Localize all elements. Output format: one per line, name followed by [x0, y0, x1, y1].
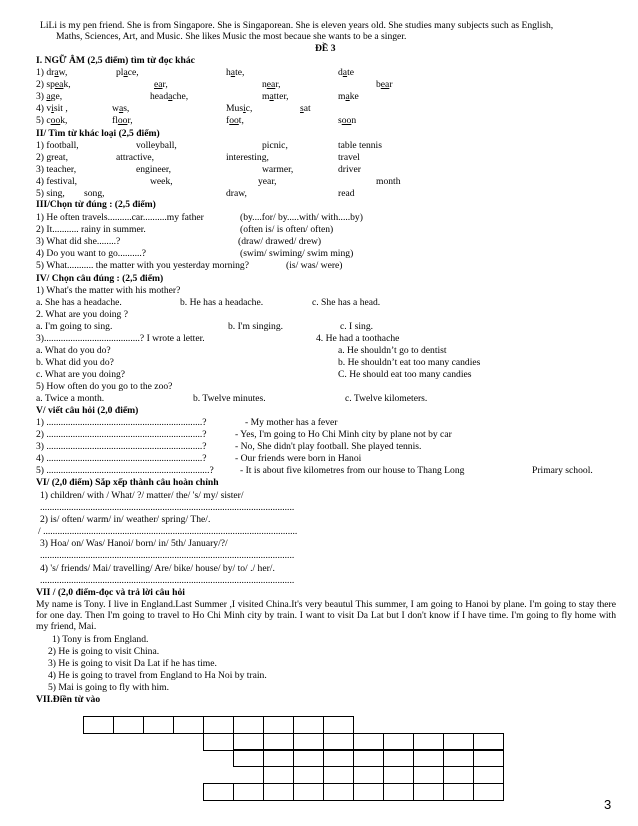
word-part: tter,	[273, 91, 289, 102]
choose-question: 3) What did she........?	[36, 236, 121, 247]
v4-a: - Our friends were born in Hanoi	[235, 453, 362, 464]
underlined-sound: a	[345, 91, 350, 102]
crossword-cell[interactable]	[263, 766, 294, 784]
vi-4-line: ..........................................................................................................	[40, 575, 295, 586]
crossword-cell[interactable]	[353, 766, 384, 784]
q3-c: c. What are you doing?	[36, 369, 126, 380]
crossword-cell[interactable]	[203, 733, 234, 751]
word-part: d	[338, 67, 343, 78]
crossword-cell[interactable]	[323, 783, 354, 801]
word-part: te,	[235, 67, 245, 78]
odd-one-out-word: 5) sing,	[36, 188, 65, 199]
crossword-cell[interactable]	[263, 783, 294, 801]
word-part: w,	[58, 67, 68, 78]
section-4-title: IV/ Chọn câu đúng : (2,5 điểm)	[36, 273, 164, 284]
choose-question: 5) What........... the matter with you yesterday morning?	[36, 260, 249, 271]
q1-b: b. He has a headache.	[180, 297, 264, 308]
word-part: te	[347, 67, 354, 78]
odd-one-out-word: travel	[338, 152, 360, 163]
v3-a: - No, She didn't play football. She played tennis.	[235, 441, 422, 452]
v2-a: - Yes, I'm going to Ho Chi Minh city by plane not by car	[235, 429, 452, 440]
word-part: r	[389, 79, 393, 90]
word-part: m	[338, 91, 346, 102]
crossword-cell[interactable]	[203, 783, 234, 801]
odd-one-out-word: read	[338, 188, 355, 199]
crossword-cell[interactable]	[383, 766, 414, 784]
q2-c: c. I sing.	[340, 321, 374, 332]
crossword-cell[interactable]	[473, 783, 504, 801]
phonetic-word	[262, 79, 281, 90]
crossword-cell[interactable]	[233, 783, 264, 801]
crossword-cell[interactable]	[473, 766, 504, 784]
choose-options: (swim/ swiming/ swim ming)	[240, 248, 354, 259]
phonetic-word	[36, 91, 62, 102]
word-part: t,	[238, 115, 244, 126]
phonetic-word	[36, 115, 67, 126]
crossword-cell[interactable]	[383, 783, 414, 801]
vi-3: 3) Hoa/ on/ Was/ Hanoi/ born/ in/ 5th/ January/?/	[40, 538, 228, 549]
crossword-cell[interactable]	[323, 716, 354, 734]
vi-2: 2) is/ often/ warm/ in/ weather/ spring/ The/.	[40, 514, 211, 525]
word-part: k,	[63, 79, 71, 90]
underlined-sound: a	[46, 91, 51, 102]
underlined-sound: ea	[154, 79, 163, 90]
phonetic-word	[226, 115, 244, 126]
choose-options: (is/ was/ were)	[286, 260, 343, 271]
word-part: head	[150, 91, 169, 102]
q5: 5) How often do you go to the zoo?	[36, 381, 173, 392]
underlined-sound: ea	[54, 79, 64, 90]
vi-2-line: / ..........................................................................................................	[38, 526, 298, 537]
crossword-cell[interactable]	[353, 783, 384, 801]
word-part: r,	[275, 79, 281, 90]
vii-4: 4) He is going to travel from England to Ha Noi by train.	[48, 670, 267, 681]
underlined-sound: a	[230, 67, 236, 78]
word-part: w	[112, 103, 119, 114]
q2: 2. What are you doing ?	[36, 309, 129, 320]
underlined-sound: ea	[266, 79, 276, 90]
q5-a: a. Twice a month.	[36, 393, 105, 404]
word-part: 2) sp	[36, 79, 55, 90]
odd-one-out-word: 2) great,	[36, 152, 68, 163]
vi-4: 4) 's/ friends/ Mai/ travelling/ Are/ bike/ house/ by/ to/ ./ her/.	[40, 563, 275, 574]
q4-a: a. He shouldn’t go to dentist	[338, 345, 447, 356]
odd-one-out-word: draw,	[226, 188, 247, 199]
q3-b: b. What did you do?	[36, 357, 114, 368]
phonetic-word	[36, 79, 71, 90]
v3-q: 3) .................................................................?	[36, 441, 207, 452]
q4-c: C. He should eat too many candies	[338, 369, 472, 380]
phonetic-word	[338, 115, 356, 126]
vi-1-line: ..........................................................................................................	[40, 502, 295, 513]
crossword-cell[interactable]	[443, 783, 474, 801]
v5-a: - It is about five kilometres from our house to Thang Long	[240, 465, 465, 476]
crossword-cell[interactable]	[173, 716, 204, 734]
q1-c: c. She has a head.	[312, 297, 381, 308]
word-part: ke	[349, 91, 359, 102]
section-5-title: V/ viết câu hỏi (2,0 điểm)	[36, 405, 139, 416]
phonetic-word	[36, 67, 67, 78]
crossword-cell[interactable]	[83, 716, 114, 734]
word-part: 5) c	[36, 115, 51, 126]
underlined-sound: a	[269, 91, 274, 102]
phonetic-word	[116, 67, 139, 78]
q4: 4. He had a toothache	[316, 333, 400, 344]
q1-a: a. She has a headache.	[36, 297, 122, 308]
word-part: k,	[60, 115, 68, 126]
crossword-cell[interactable]	[353, 749, 384, 767]
choose-options: (draw/ drawed/ drew)	[238, 236, 322, 247]
v1-a: - My mother has a fever	[245, 417, 338, 428]
crossword-cell[interactable]	[323, 749, 354, 767]
odd-one-out-word: warmer,	[262, 164, 294, 175]
word-part: at	[303, 103, 311, 114]
word-part: h	[226, 67, 231, 78]
word-part: n	[262, 79, 267, 90]
underlined-sound: oo	[117, 115, 128, 126]
v5-a-end: Primary school.	[532, 465, 593, 476]
word-part: 4) v	[36, 103, 52, 114]
underlined-sound: ea	[380, 79, 390, 90]
crossword-cell[interactable]	[293, 766, 324, 784]
phonetic-word	[262, 91, 289, 102]
odd-one-out-word: 1) football,	[36, 140, 79, 151]
q3-a: a. What do you do?	[36, 345, 111, 356]
word-part: r,	[127, 115, 133, 126]
word-part: Mus	[226, 103, 244, 114]
underlined-sound: a	[168, 91, 173, 102]
page-number: 3	[604, 797, 612, 812]
intro-line-1: LiLi is my pen friend. She is from Singapore. She is Singaporean. She is eleven years old. She studies many subjects such as English,	[40, 20, 554, 31]
q3: 3)........................................? I wrote a letter.	[36, 333, 205, 344]
v1-q: 1) .................................................................?	[36, 417, 207, 428]
crossword-cell[interactable]	[413, 749, 444, 767]
crossword-cell[interactable]	[383, 749, 414, 767]
q4-b: b. He shouldn’t eat too many candies	[338, 357, 481, 368]
crossword-cell[interactable]	[413, 783, 444, 801]
phonetic-word	[376, 79, 393, 90]
odd-one-out-word: driver	[338, 164, 361, 175]
odd-one-out-word: song,	[84, 188, 105, 199]
crossword-cell[interactable]	[473, 749, 504, 767]
vii-5: 5) Mai is going to fly with him.	[48, 682, 169, 693]
underlined-sound: a	[342, 67, 348, 78]
phonetic-word	[300, 103, 311, 114]
odd-one-out-word: volleyball,	[136, 140, 177, 151]
word-part: f	[226, 115, 230, 126]
word-part: fl	[112, 115, 118, 126]
q5-c: c. Twelve kilometers.	[345, 393, 428, 404]
odd-one-out-word: table tennis	[338, 140, 382, 151]
underlined-sound: i	[51, 103, 54, 114]
odd-one-out-word: year,	[258, 176, 277, 187]
crossword-cell[interactable]	[443, 749, 474, 767]
crossword-cell[interactable]	[413, 766, 444, 784]
q5-b: b. Twelve minutes.	[193, 393, 266, 404]
crossword-cell[interactable]	[203, 716, 234, 734]
odd-one-out-word: engineer,	[136, 164, 172, 175]
choose-options: (by....for/ by.....with/ with.....by)	[240, 212, 363, 223]
crossword-cell[interactable]	[233, 749, 264, 767]
crossword-cell[interactable]	[293, 749, 324, 767]
phonetic-word	[226, 103, 252, 114]
vi-1: 1) children/ with / What/ ?/ matter/ the/ 's/ my/ sister/	[40, 490, 244, 501]
section-3-title: III/Chọn từ đúng : (2,5 điểm)	[36, 199, 156, 210]
word-part: ge,	[50, 91, 63, 102]
underlined-sound: oo	[50, 115, 61, 126]
phonetic-word	[338, 67, 354, 78]
choose-options: (often is/ is often/ often)	[240, 224, 334, 235]
underlined-sound: a	[118, 103, 124, 114]
crossword-cell[interactable]	[263, 749, 294, 767]
q1: 1) What's the matter with his mother?	[36, 285, 181, 296]
word-part: n	[351, 115, 357, 126]
word-part: c,	[245, 103, 253, 114]
q2-a: a. I'm going to sing.	[36, 321, 113, 332]
crossword-cell[interactable]	[293, 783, 324, 801]
crossword-cell[interactable]	[143, 716, 174, 734]
word-part: m	[262, 91, 270, 102]
test-number: ĐỀ 3	[315, 43, 336, 54]
word-part: b	[376, 79, 381, 90]
odd-one-out-word: week,	[150, 176, 173, 187]
odd-one-out-word: picnic,	[262, 140, 288, 151]
odd-one-out-word: month	[376, 176, 401, 187]
word-part: pl	[116, 67, 124, 78]
section-2-title: II/ Tìm từ khác loại (2,5 điểm)	[36, 128, 160, 139]
section-8-title: VII.Điền từ vào	[36, 694, 101, 705]
word-part: s,	[123, 103, 130, 114]
v2-q: 2) .................................................................?	[36, 429, 207, 440]
choose-question: 1) He often travels..........car..........my father	[36, 212, 204, 223]
v4-q: 4) .................................................................?	[36, 453, 207, 464]
reading-passage: My name is Tony. I live in England.Last Summer ,I visited China.It's very beautul This summer, I am going to Hanoi by plane. I'm going to stay there for one day. Then I'm going to travel to Ho Chi Minh city by train. I want to visit Da Lat but I don't know if I have time. I'm going to fly home with my friend, Mai.	[36, 599, 616, 632]
crossword-cell[interactable]	[113, 716, 144, 734]
odd-one-out-word: interesting,	[226, 152, 269, 163]
underlined-sound: s	[300, 103, 304, 114]
section-6-title: VI/ (2,0 điểm) Sắp xếp thành câu hoàn chỉnh	[36, 477, 219, 488]
underlined-sound: oo	[229, 115, 239, 126]
choose-question: 4) Do you want to go..........?	[36, 248, 147, 259]
phonetic-word	[36, 103, 68, 114]
word-part: 1) dr	[36, 67, 55, 78]
odd-one-out-word: 3) teacher,	[36, 164, 77, 175]
word-part: sit ,	[53, 103, 68, 114]
vii-3: 3) He is going to visit Da Lat if he has time.	[48, 658, 217, 669]
choose-question: 2) It........... rainy in summer.	[36, 224, 146, 235]
vii-1: 1) Tony is from England.	[52, 634, 149, 645]
word-part: r,	[162, 79, 168, 90]
crossword-cell[interactable]	[233, 716, 264, 734]
phonetic-word	[112, 115, 133, 126]
underlined-sound: a	[123, 67, 128, 78]
underlined-sound: oo	[341, 115, 352, 126]
word-part: 3)	[36, 91, 47, 102]
underlined-sound: i	[243, 103, 246, 114]
q2-b: b. I'm singing.	[228, 321, 284, 332]
section-7-title: VII / (2,0 điểm-đọc và trả lời câu hỏi	[36, 587, 185, 598]
odd-one-out-word: attractive,	[116, 152, 155, 163]
word-part: s	[338, 115, 342, 126]
phonetic-word	[154, 79, 168, 90]
word-part: che,	[172, 91, 189, 102]
crossword-cell[interactable]	[443, 766, 474, 784]
vii-2: 2) He is going to visit China.	[48, 646, 160, 657]
phonetic-word	[338, 91, 359, 102]
word-part: ce,	[127, 67, 139, 78]
crossword-cell[interactable]	[263, 716, 294, 734]
v5-q: 5) ....................................................................?	[36, 465, 214, 476]
crossword-cell[interactable]	[323, 766, 354, 784]
section-1-title: I. NGỮ ÂM (2,5 điểm) tìm từ đọc khác	[36, 55, 195, 66]
underlined-sound: a	[54, 67, 59, 78]
phonetic-word	[150, 91, 188, 102]
crossword-cell[interactable]	[293, 716, 324, 734]
phonetic-word	[112, 103, 129, 114]
phonetic-word	[226, 67, 244, 78]
odd-one-out-word: 4) festival,	[36, 176, 78, 187]
vi-3-line: ..........................................................................................................	[40, 550, 295, 561]
intro-line-2: Maths, Sciences, Art, and Music. She likes Music the most becaue she wants to be a singer.	[56, 31, 407, 42]
